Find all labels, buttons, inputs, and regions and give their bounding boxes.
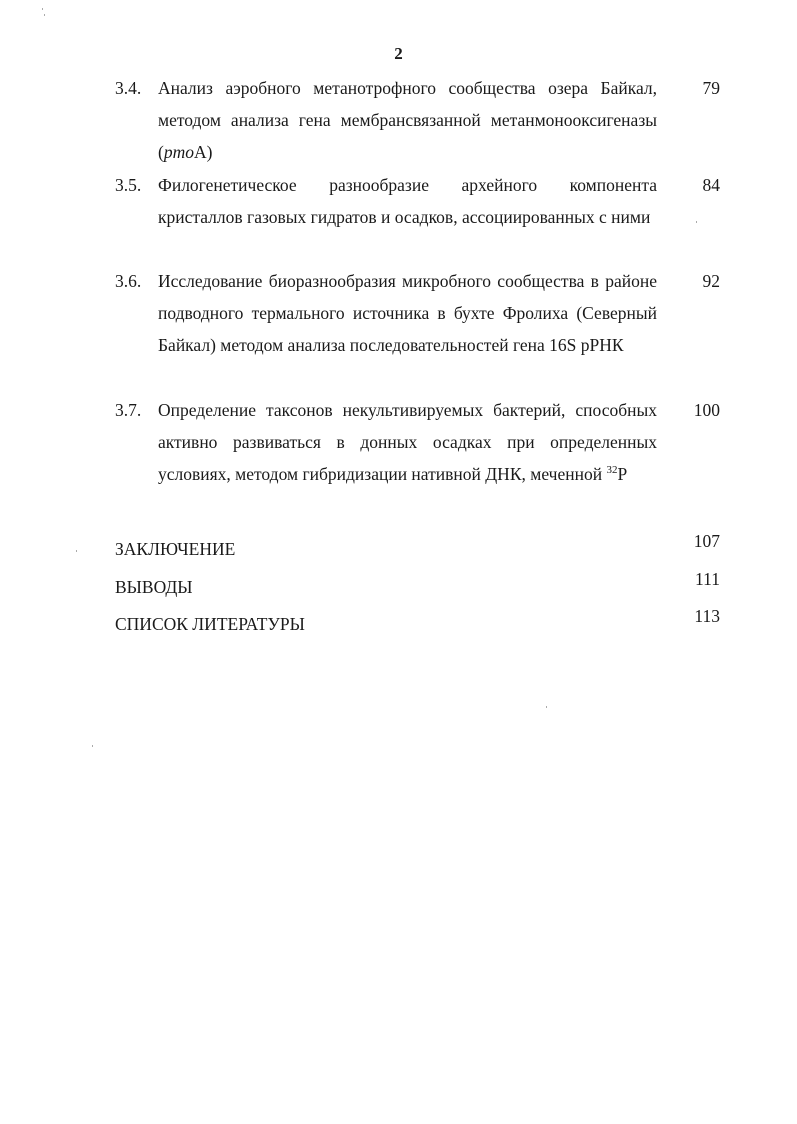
entry-superscript: 32 [606, 464, 618, 476]
entry-number: 3.6. [115, 271, 142, 291]
entry-text-part: P [617, 464, 628, 484]
scan-speck [696, 221, 697, 223]
scan-speck [42, 8, 43, 10]
section-page: 111 [695, 569, 720, 589]
section-label: СПИСОК ЛИТЕРАТУРЫ [115, 614, 305, 634]
scan-speck [546, 706, 547, 708]
entry-text-part: Определение таксонов некультивируемых бактерий, способных активно развиваться в донных осадках при определенных условиях, методом гибридизации нативной ДНК, меченной [158, 400, 657, 484]
scan-speck [44, 14, 45, 16]
section-page: 113 [694, 606, 720, 626]
page-number: 2 [394, 44, 403, 63]
entry-text-part: Анализ аэробного метанотрофного сообщества озера Байкал, методом анализа гена мембрансвязанной метанмонооксигеназы ( [158, 78, 657, 162]
scan-speck [76, 550, 77, 552]
entry-page: 92 [702, 271, 720, 291]
section-label: ВЫВОДЫ [115, 577, 193, 597]
scan-speck [92, 745, 93, 747]
entry-number: 3.7. [115, 400, 142, 420]
entry-title: Филогенетическое разнообразие архейного компонента кристаллов газовых гидратов и осадков, ассоциированных с ними [158, 175, 657, 227]
section-page: 107 [693, 531, 720, 551]
entry-number: 3.5. [115, 175, 142, 195]
section-label: ЗАКЛЮЧЕНИЕ [115, 539, 236, 559]
entry-page: 79 [702, 78, 720, 98]
entry-text-part: A) [193, 142, 213, 162]
entry-page: 84 [702, 175, 720, 195]
entry-title [158, 72, 657, 168]
entry-page: 100 [693, 400, 720, 420]
entry-text-italic: pто [163, 142, 194, 162]
entry-title: Исследование биоразнообразия микробного сообщества в районе подводного термального источника в бухте Фролиха (Северный Байкал) методом анализа последовательностей гена 16S рРНК [158, 271, 657, 355]
entry-title [158, 394, 657, 490]
entry-number: 3.4. [115, 78, 142, 98]
